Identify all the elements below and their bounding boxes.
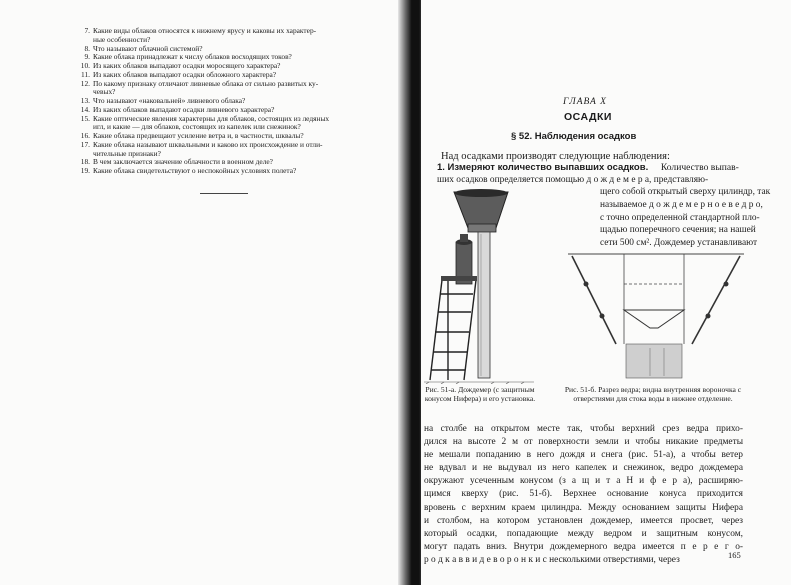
question-number: 18.: [80, 157, 90, 167]
side-text-line: называемое д о ж д е м е р н о е в е д р о,: [600, 199, 763, 210]
body-paragraph: [424, 423, 743, 567]
question-text: чительные признаки?: [93, 148, 161, 158]
question-number: 17.: [80, 139, 90, 149]
figure-51b-caption: Рис. 51-б. Разрез ведра; видна внутренняя вороночка с отверстиями для стока воды в нижнее отделение.: [564, 385, 742, 403]
question-text: Какие оптические явления характерны для облаков, состоящих из ледяных: [93, 113, 330, 123]
section-heading: § 52. Наблюдения осадков: [511, 131, 637, 142]
question-text: Какие виды облаков относятся к нижнему ярусу и каковы их характер-: [93, 26, 317, 35]
end-divider: [200, 193, 248, 194]
inner-funnel: [624, 310, 684, 328]
question-number: 14.: [80, 104, 90, 114]
body-text-line: вровень с верхним краем цилиндра. Между основанием защиты Нифера: [424, 502, 743, 513]
body-text-line: могут падать вниз. Внутри дождемерного ведра имеется п е р е г о-: [424, 541, 743, 552]
side-first-line: ших осадков определяется помощью д о ж д е м е р а, представляю-: [437, 175, 709, 185]
question-text: Какие облака свидетельствуют о неспокойных условиях полета?: [93, 166, 297, 175]
question-text: ные особенности?: [93, 34, 151, 44]
body-text-line: не мешали попаданию в него дождя и снега (рис. 51-а), а чтобы ветер: [424, 450, 743, 461]
question-text: Что называют облачной системой?: [93, 43, 203, 53]
nipher-shield: [454, 192, 508, 228]
bucket-walls: [624, 254, 684, 344]
body-text-line: щимся кверху (рис. 51-б). Верхнее основание конуса приходится: [424, 489, 743, 500]
question-number: 15.: [80, 113, 90, 123]
lower-compartment: [626, 344, 682, 378]
side-text-line: сети 500 см². Дождемер устанавливают: [600, 238, 758, 249]
body-text-line: на столбе на открытом месте так, чтобы верхний срез ведра прихо-: [424, 424, 743, 434]
item-heading: 1. Измеряют количество выпавших осадков.: [437, 162, 649, 173]
side-text-line: щего собой открытый сверху цилиндр, так: [600, 187, 771, 197]
question-text: Из каких облаков выпадают осадки моросящего характера?: [93, 61, 281, 70]
figure-51b-bucket-section: [566, 248, 746, 380]
chapter-title: ОСАДКИ: [564, 111, 612, 123]
review-questions-list: [78, 27, 388, 176]
question-number: 13.: [80, 96, 90, 105]
question-number: 16.: [80, 131, 90, 140]
question-text: В чем заключается значение облачности в военном деле?: [93, 157, 273, 167]
item-heading-tail: Количество выпав-: [660, 162, 739, 173]
body-text-line: дился на высоте 2 м от поверхности земли и чтобы никакие предметы: [424, 437, 743, 448]
shield-rods: [572, 256, 740, 344]
gauge-post: [478, 232, 490, 378]
question-number: 19.: [80, 166, 90, 175]
question-number: 8.: [84, 43, 90, 53]
question-text: чевых?: [93, 87, 116, 97]
body-text-line: который осадки, попадающие между ведром и защитным конусом,: [424, 528, 743, 539]
question-line: [78, 167, 388, 176]
intro-sentence: Над осадками производят следующие наблюдения:: [441, 151, 670, 162]
question-text: Из каких облаков выпадают осадки ливневого характера?: [93, 104, 275, 114]
question-text: Какие облака принадлежат к числу облаков восходящих токов?: [93, 52, 292, 62]
question-text: Что называют «наковальней» ливневого облака?: [93, 96, 246, 105]
side-text-line: щадью поперечного сечения; на нашей: [600, 225, 756, 236]
question-number: 10.: [80, 61, 90, 70]
question-text: Из каких облаков выпадают осадки обложного характера?: [93, 69, 277, 79]
body-text-line: окружают усеченным конусом (з а щ и т а Н и ф е р а), расширяю-: [424, 476, 743, 487]
item-heading-line: [437, 162, 739, 174]
body-text-line: и столбом, на котором установлен дождемер, имеется просвет, через: [424, 515, 743, 526]
question-text: По какому признаку отличают ливневые облака от сильно развитых ку-: [93, 78, 319, 88]
figure-51a-caption: Рис. 51-а. Дождемер (с защитным конусом Нифера) и его установка.: [424, 385, 536, 403]
question-line: [78, 80, 388, 89]
question-text: Какие облака предвещают усиление ветра и, в частности, шквалы?: [93, 131, 304, 140]
body-text-line: р о д к а в в и д е в о р о н к и с несколькими отверстиями, через: [424, 554, 680, 565]
question-text: игл, и какие — для облаков, состоящих из капелек или снежинок?: [93, 122, 301, 132]
body-text-line: не вдувал и не выдувал из него капелек и снежинок, ведро дождемера: [424, 463, 743, 474]
question-text: Какие облака называют шквальными и каково их происхождение и отли-: [93, 139, 323, 149]
question-number: 12.: [80, 78, 90, 88]
question-number: 11.: [81, 69, 90, 79]
side-paragraph: [600, 186, 771, 250]
figure-51a-rain-gauge: [424, 184, 539, 384]
question-number: 9.: [84, 52, 90, 62]
question-number: 7.: [84, 26, 90, 35]
chapter-label: ГЛАВА X: [563, 97, 607, 107]
side-text-line: с точно определенной стандартной пло-: [600, 212, 760, 223]
step-ladder: [430, 280, 476, 380]
page-number: 165: [728, 550, 741, 560]
